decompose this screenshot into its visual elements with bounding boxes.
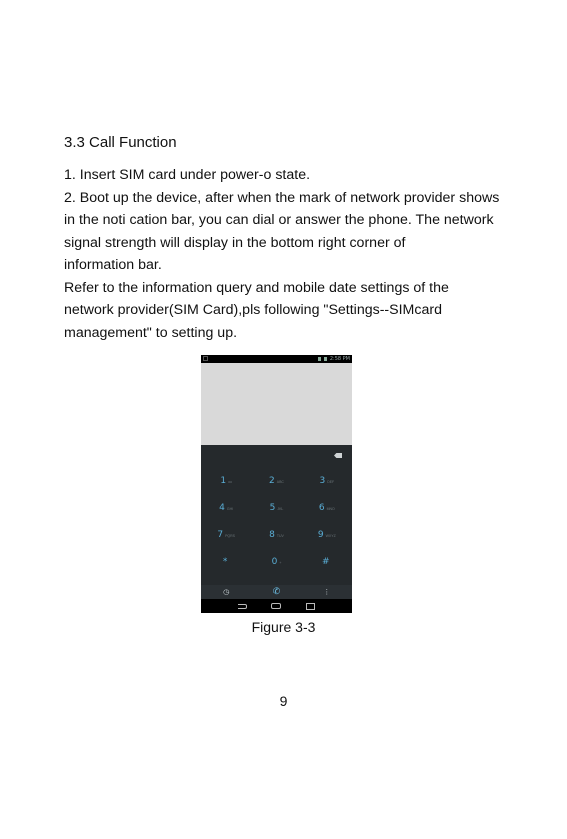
body-line: network provider(SIM Card),pls following "Settings--SIMcard xyxy=(64,302,442,318)
status-bar xyxy=(201,355,352,363)
key-letters: DEF xyxy=(327,479,335,484)
dial-key-star[interactable] xyxy=(201,551,251,569)
clock-icon[interactable]: ◷ xyxy=(223,588,230,596)
body-line: 2. Boot up the device, after when the mark of network provider shows xyxy=(64,189,500,206)
dial-key-5[interactable] xyxy=(251,497,301,515)
back-icon[interactable] xyxy=(238,604,247,609)
key-digit: 7 xyxy=(217,529,224,540)
status-time: 2:58 PM xyxy=(329,356,350,362)
key-letters: PQRS xyxy=(225,533,235,538)
key-letters: oo xyxy=(228,479,232,484)
key-letters: WXYZ xyxy=(325,533,336,538)
dial-key-8[interactable] xyxy=(251,524,301,542)
key-digit: 4 xyxy=(219,502,225,513)
digits-display[interactable] xyxy=(201,363,352,445)
dial-key-2[interactable] xyxy=(251,470,301,488)
dial-key-7[interactable] xyxy=(201,524,251,542)
key-digit: 2 xyxy=(269,475,275,486)
key-digit: * xyxy=(222,556,228,567)
keypad-row xyxy=(201,465,352,492)
key-digit: 1 xyxy=(220,475,227,486)
battery-icon xyxy=(324,357,327,361)
key-letters: + xyxy=(279,560,282,565)
dial-key-9[interactable] xyxy=(302,524,352,542)
overflow-menu-icon[interactable]: ⋮ xyxy=(323,588,331,596)
dialer-action-bar xyxy=(201,585,352,599)
key-letters: ABC xyxy=(276,479,284,484)
notification-icon xyxy=(203,356,208,361)
body-line: signal strength will display in the bottom right corner of xyxy=(64,234,406,251)
home-icon[interactable] xyxy=(271,603,281,609)
page-number: 9 xyxy=(279,693,288,709)
key-digit: 3 xyxy=(319,475,326,486)
body-line: information bar. xyxy=(64,257,162,273)
backspace-icon[interactable] xyxy=(334,453,342,458)
key-digit: # xyxy=(322,556,330,567)
key-digit: 0 xyxy=(271,556,278,567)
body-line: 1. Insert SIM card under power-o state. xyxy=(64,167,311,183)
keypad xyxy=(201,465,352,573)
dial-key-1[interactable] xyxy=(201,470,251,488)
navigation-bar xyxy=(201,599,352,613)
recent-apps-icon[interactable] xyxy=(306,603,315,610)
dial-key-4[interactable] xyxy=(201,497,251,515)
key-digit: 6 xyxy=(318,502,325,513)
dialer-screenshot xyxy=(201,355,352,613)
dialpad xyxy=(201,445,352,585)
key-letters: MNO xyxy=(326,506,335,511)
section-title: 3.3 Call Function xyxy=(64,134,177,151)
dial-key-0[interactable] xyxy=(251,551,301,569)
dial-key-hash[interactable] xyxy=(302,551,352,569)
body-line: Refer to the information query and mobile date settings of the xyxy=(64,279,449,296)
key-letters: JKL xyxy=(277,506,284,511)
keypad-row xyxy=(201,519,352,546)
body-line: management" to setting up. xyxy=(64,324,238,341)
body-text xyxy=(64,164,524,344)
key-digit: 8 xyxy=(269,529,275,540)
key-digit: 5 xyxy=(269,502,276,513)
phone-icon[interactable]: ✆ xyxy=(272,587,281,597)
signal-icon xyxy=(318,357,321,361)
key-letters: TUV xyxy=(276,533,284,538)
body-line: in the noti cation bar, you can dial or answer the phone. The network xyxy=(64,212,494,228)
figure-caption: Figure 3-3 xyxy=(251,619,316,635)
keypad-row xyxy=(201,492,352,519)
key-digit: 9 xyxy=(317,529,324,540)
status-icons xyxy=(318,355,350,363)
key-letters: GHI xyxy=(226,506,234,511)
keypad-row xyxy=(201,546,352,573)
dial-key-6[interactable] xyxy=(302,497,352,515)
dial-key-3[interactable] xyxy=(302,470,352,488)
